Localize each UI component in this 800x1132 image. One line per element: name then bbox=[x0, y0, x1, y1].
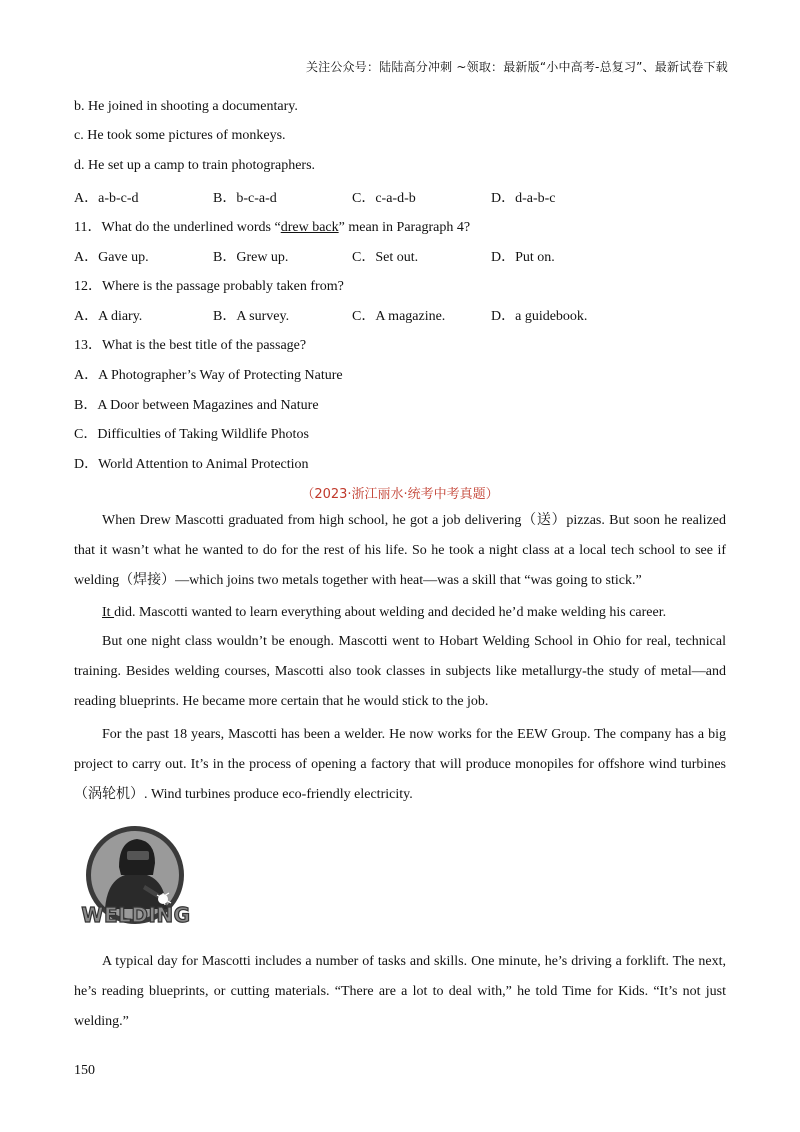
q10-option-c: C．c-a-d-b bbox=[352, 191, 416, 206]
page-number: 150 bbox=[74, 1063, 95, 1078]
q11-underlined-words: drew back bbox=[280, 220, 339, 235]
passage-paragraph-3: But one night class wouldn’t be enough. Mascotti went to Hobart Welding School in Ohio for real, technical training. Besides welding courses, Mascotti also took classes in subjects like metallurgy-the study of metal—and reading blueprints. He became more certain that he would stick to the job. bbox=[74, 634, 726, 709]
q11-option-c: C．Set out. bbox=[352, 250, 419, 265]
welding-logo-image bbox=[75, 823, 197, 933]
passage-paragraph-2 bbox=[74, 598, 726, 628]
q10-option-d: D．d-a-b-c bbox=[491, 191, 556, 206]
q10-option-b: B．b-c-a-d bbox=[213, 191, 277, 206]
q11-option-b: B．Grew up. bbox=[213, 250, 289, 265]
q13-option-d: D．World Attention to Animal Protection bbox=[74, 457, 309, 472]
q10-item-c: c. He took some pictures of monkeys. bbox=[74, 128, 286, 143]
underlined-it: It bbox=[102, 605, 115, 620]
passage-paragraph-1: When Drew Mascotti graduated from high school, he got a job delivering（送）pizzas. But soon he realized that it wasn’t what he wanted to do for the rest of his life. So he took a night class at a local tech school to see if welding（焊接）—which joins two metals together with heat—was a skill that “was going to stick.” bbox=[74, 513, 726, 588]
q10-option-a: A．a-b-c-d bbox=[74, 191, 139, 206]
q11-option-a: A．Gave up. bbox=[74, 250, 149, 265]
q12-question: 12．Where is the passage probably taken from? bbox=[74, 279, 344, 294]
passage-paragraph-5: A typical day for Mascotti includes a number of tasks and skills. One minute, he’s driving a forklift. The next, he’s reading blueprints, or cutting materials. “There are a lot to deal with,” he told Time for Kids. “It’s not just welding.” bbox=[74, 954, 726, 1029]
q12-option-a: A．A diary. bbox=[74, 309, 143, 324]
q12-option-c: C．A magazine. bbox=[352, 309, 446, 324]
q13-option-b: B．A Door between Magazines and Nature bbox=[74, 398, 319, 413]
q12-option-b: B．A survey. bbox=[213, 309, 290, 324]
paragraph-2-text: did. Mascotti wanted to learn everything about welding and decided he’d make welding his career. bbox=[114, 605, 667, 620]
logo-text: WELDING bbox=[81, 903, 191, 927]
q13-option-a: A．A Photographer’s Way of Protecting Nature bbox=[74, 368, 343, 383]
q11-question bbox=[74, 216, 470, 236]
q10-item-d: d. He set up a camp to train photographers. bbox=[74, 158, 316, 173]
q11-question-end: ” mean in Paragraph 4? bbox=[338, 220, 471, 235]
page-header: 关注公众号：陆陆高分冲刺 ~领取：最新版“小中高考-总复习”、最新试卷下载 bbox=[305, 60, 728, 74]
q10-item-b: b. He joined in shooting a documentary. bbox=[74, 99, 298, 114]
q11-option-d: D．Put on. bbox=[491, 250, 555, 265]
q13-option-c: C．Difficulties of Taking Wildlife Photos bbox=[74, 427, 309, 442]
passage-paragraph-4: For the past 18 years, Mascotti has been a welder. He now works for the EEW Group. The company has a big project to carry out. It’s in the process of opening a factory that will produce monopiles for offshore wind turbines（涡轮机）. Wind turbines produce eco-friendly electricity. bbox=[74, 727, 726, 802]
source-citation: （2023·浙江丽水·统考中考真题） bbox=[301, 487, 499, 502]
q13-question: 13．What is the best title of the passage? bbox=[74, 338, 307, 353]
q11-question-start: 11．What do the underlined words “ bbox=[74, 220, 281, 235]
q12-option-d: D．a guidebook. bbox=[491, 309, 588, 324]
